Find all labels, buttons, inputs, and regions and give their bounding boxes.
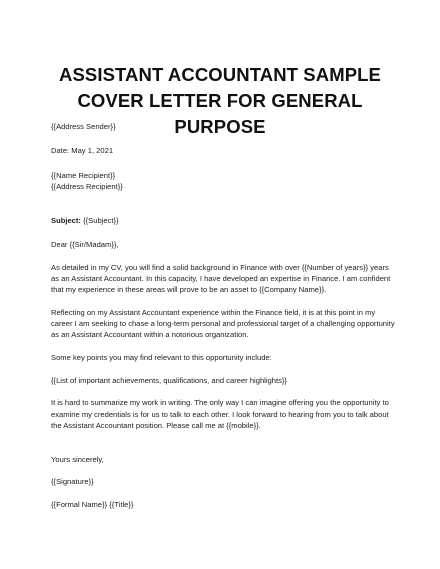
closing-salutation: Yours sincerely, [51, 454, 104, 464]
sender-address: {{Address Sender}} [51, 122, 116, 131]
greeting: Dear {{Sir/Madam}}, [51, 240, 119, 250]
recipient-address: {{Address Recipient}} [51, 181, 123, 191]
signature-placeholder: {{Signature}} [51, 477, 94, 487]
paragraph-motivation: Reflecting on my Assistant Accountant experience within the Finance field, it is at this point in my career I am seeking to chase a long-term personal and professional target of a challenging opportunity as an Assistant Accountant within a notorious organization. [51, 307, 395, 340]
paragraph-closing-request: It is hard to summarize my work in writing. The only way I can imagine offering you the opportunity to examine my credentials is for us to talk to each other. I look forward to hearing from you to talk about the Assistant Accountant position. Please call me at {{mobile}}. [51, 398, 389, 430]
paragraph-experience: As detailed in my CV, you will find a solid background in Finance with over {{Number of years}} years as an Assistant Accountant. In this capacity, I have developed an expertise in Finance. I am confident that my experience in these areas will prove to be an asset to {{Company Name}}. [51, 262, 391, 295]
subject-label: Subject: [51, 215, 81, 225]
paragraph-key-points: Some key points you may find relevant to this opportunity include: [51, 353, 272, 363]
recipient-name: {{Name Recipient}} [51, 170, 116, 180]
document-title: ASSISTANT ACCOUNTANT SAMPLE COVER LETTER FOR GENERAL PURPOSE [59, 64, 381, 137]
letter-body [51, 121, 396, 510]
letter-date: Date: May 1, 2021 [51, 146, 114, 156]
formal-name-title: {{Formal Name}} {{Title}} [51, 499, 134, 509]
subject-line [51, 215, 396, 226]
subject-value: {{Subject}} [80, 215, 119, 225]
paragraph-achievements: {{List of important achievements, qualifications, and career highlights}} [51, 375, 287, 385]
